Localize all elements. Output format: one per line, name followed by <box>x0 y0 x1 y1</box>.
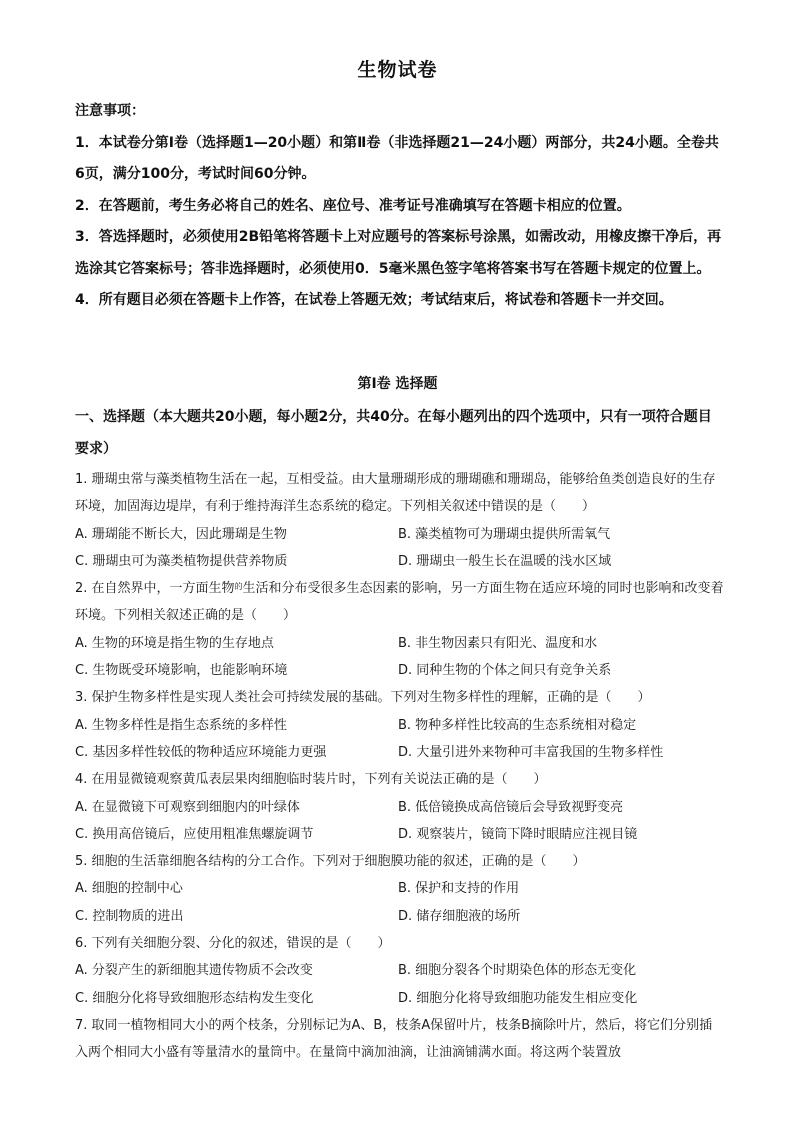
option-grid <box>75 875 725 930</box>
option-c: C. 珊瑚虫可为藻类植物提供营养物质 <box>75 553 288 569</box>
option-d: D. 同种生物的个体之间只有竞争关系 <box>398 663 612 679</box>
option-b: B. 物种多样性比较高的生态系统相对稳定 <box>398 717 637 733</box>
option-c: C. 生物既受环境影响，也能影响环境 <box>75 663 288 679</box>
option-b: B. 非生物因素只有阳光、温度和水 <box>398 635 598 651</box>
page-title: 生物试卷 <box>357 59 438 81</box>
option-d: D. 储存细胞液的场所 <box>398 908 521 924</box>
option-d: D. 细胞分化将导致细胞功能发生相应变化 <box>398 990 638 1006</box>
part-heading: 一、选择题（本大题共20小题，每小题2分，共40分。在每小题列出的四个选项中，只有一项符合题目要求） <box>75 409 712 457</box>
option-grid <box>75 712 725 767</box>
note-item: 3．答选择题时，必须使用2B铅笔将答题卡上对应题号的答案标号涂黑，如需改动，用橡皮擦干净后，再选涂其它答案标号；答非选择题时，必须使用0．5毫米黑色签字笔将答案书写在答题卡规定的位置上。 <box>75 229 722 277</box>
option-c: C. 基因多样性较低的物种适应环境能力更强 <box>75 744 327 760</box>
option-a: A. 珊瑚能不断长大，因此珊瑚是生物 <box>75 526 287 542</box>
question-6 <box>75 930 725 1012</box>
question-stem: 5. 细胞的生活靠细胞各结构的分工合作。下列对于细胞膜功能的叙述，正确的是（ ） <box>75 854 586 870</box>
option-a: A. 细胞的控制中心 <box>75 881 183 897</box>
option-c: C. 控制物质的进出 <box>75 908 184 924</box>
question-stem: 1. 珊瑚虫常与藻类植物生活在一起，互相受益。由大量珊瑚形成的珊瑚礁和珊瑚岛，能够给鱼类创造良好的生存环境，加固海边堤岸，有利于维持海洋生态系统的稳定。下列相关叙述中错误的是（ ） <box>75 472 716 515</box>
notes-heading: 注意事项： <box>75 103 145 119</box>
notes-section <box>75 96 725 317</box>
question-3 <box>75 684 725 766</box>
option-grid <box>75 794 725 849</box>
option-c: C. 细胞分化将导致细胞形态结构发生变化 <box>75 990 314 1006</box>
note-item: 1．本试卷分第Ⅰ卷（选择题1—20小题）和第Ⅱ卷（非选择题21—24小题）两部分，共24小题。全卷共6页，满分100分，考试时间60分钟。 <box>75 134 719 182</box>
question-stem: 7. 取同一植物相同大小的两个枝条，分别标记为A、B，枝条A保留叶片，枝条B摘除叶片，然后，将它们分别插入两个相同大小盛有等量清水的量筒中。在量筒中滴加油滴，让油滴铺满水面。将这两个装置放 <box>75 1017 713 1061</box>
question-stem: 4. 在用显微镜观察黄瓜表层果肉细胞临时装片时，下列有关说法正确的是（ ） <box>75 772 547 788</box>
note-item: 2．在答题前，考生务必将自己的姓名、座位号、准考证号准确填写在答题卡相应的位置。 <box>75 197 631 214</box>
stem-part-a: 2. 在自然界中，一方面生物 <box>75 581 235 597</box>
question-4 <box>75 766 725 848</box>
option-grid <box>75 630 725 685</box>
question-list <box>75 466 725 1067</box>
question-7 <box>75 1012 725 1067</box>
option-grid <box>75 521 725 576</box>
option-a: A. 分裂产生的新细胞其遗传物质不会改变 <box>75 963 313 979</box>
question-stem: 3. 保护生物多样性是实现人类社会可持续发展的基础。下列对生物多样性的理解，正确的是（ ） <box>75 690 651 706</box>
option-b: B. 保护和支持的作用 <box>398 881 520 897</box>
option-grid <box>75 957 725 1012</box>
question-5 <box>75 848 725 930</box>
option-a: A. 生物的环境是指生物的生存地点 <box>75 635 274 651</box>
option-a: A. 在显微镜下可观察到细胞内的叶绿体 <box>75 799 300 815</box>
option-d: D. 大量引进外来物种可丰富我国的生物多样性 <box>398 744 664 760</box>
option-c: C. 换用高倍镜后，应使用粗准焦螺旋调节 <box>75 826 314 842</box>
question-stem: 6. 下列有关细胞分裂、分化的叙述，错误的是（ ） <box>75 936 391 952</box>
question-2 <box>75 575 725 684</box>
question-stem <box>75 575 725 630</box>
stem-superscript: 的 <box>234 582 243 592</box>
option-b: B. 细胞分裂各个时期染色体的形态无变化 <box>398 963 637 979</box>
stem-part-b: 生活和分布受很多生态因素的影响，另一方面生物在适应环境的同时也影响和改变着环境。下列相关叙述正确的是（ ） <box>75 581 724 624</box>
note-item: 4．所有题目必须在答题卡上作答，在试卷上答题无效；考试结束后，将试卷和答题卡一并交回。 <box>75 292 673 308</box>
option-a: A. 生物多样性是指生态系统的多样性 <box>75 717 287 733</box>
question-1 <box>75 466 725 575</box>
option-b: B. 低倍镜换成高倍镜后会导致视野变亮 <box>398 799 624 815</box>
option-d: D. 珊瑚虫一般生长在温暖的浅水区域 <box>398 553 612 569</box>
option-b: B. 藻类植物可为珊瑚虫提供所需氧气 <box>398 526 611 542</box>
section-title: 第Ⅰ卷 选择题 <box>357 376 438 392</box>
option-d: D. 观察装片，镜筒下降时眼睛应注视目镜 <box>398 826 638 842</box>
